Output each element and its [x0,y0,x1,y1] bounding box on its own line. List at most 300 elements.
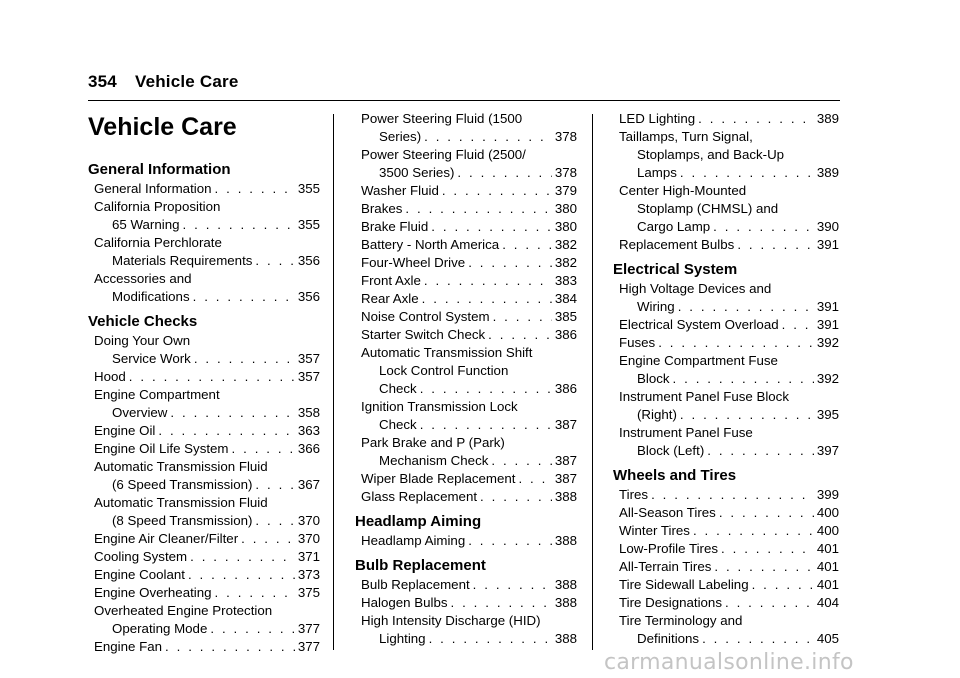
toc-page-number: 391 [816,299,839,314]
dot-leader [473,576,552,594]
toc-entry-title: Engine Coolant [94,567,185,582]
toc-entry-title: Operating Mode [112,621,208,636]
toc-page-number: 378 [554,129,577,144]
watermark: carmanualsonline.info [604,650,854,675]
toc-page-number: 404 [816,595,839,610]
toc-entry[interactable] [613,504,839,522]
toc-page-number: 386 [554,327,577,342]
toc-entry[interactable] [88,270,320,306]
toc-page-number: 355 [297,181,320,196]
toc-entry-line [94,368,320,386]
dot-leader [713,218,814,236]
toc-page-number: 383 [554,273,577,288]
toc-entry-title: Mechanism Check [379,453,489,468]
toc-entry-title: Battery - North America [361,237,500,252]
toc-entry-line [94,638,320,656]
toc-entry-line [94,404,320,422]
toc-page-number: 363 [297,423,320,438]
toc-column-1 [88,108,320,656]
toc-entry-title: Tires [619,487,649,502]
toc-entry[interactable] [88,602,320,638]
toc-entry-line [94,288,320,306]
dot-leader [698,110,814,128]
dot-leader [468,532,552,550]
toc-page-number: 380 [554,219,577,234]
dot-leader [707,442,814,460]
toc-entry-line [619,334,839,352]
toc-entry[interactable] [355,146,577,182]
toc-entry-title: Lighting [379,631,426,646]
toc-entry[interactable] [355,272,577,290]
toc-entry[interactable] [355,488,577,506]
dot-leader [457,164,551,182]
toc-entry[interactable] [613,182,839,236]
toc-page-number: 385 [554,309,577,324]
toc-entry-title: Engine Fan [94,639,163,654]
toc-entry-title: Taillamps, Turn Signal, [619,129,753,144]
dot-leader [431,218,552,236]
toc-entry-title: Block (Left) [637,443,705,458]
toc-entry-title: Instrument Panel Fuse [619,425,753,440]
toc-entry-title: Automatic Transmission Fluid [94,459,268,474]
toc-entry[interactable] [613,522,839,540]
toc-column-1-body [88,160,320,656]
toc-page-number: 392 [816,371,839,386]
dot-leader [170,404,294,422]
toc-entry-title: Wiper Blade Replacement [361,471,516,486]
toc-entry[interactable] [88,234,320,270]
toc-entry[interactable] [355,344,577,398]
toc-page-number: 373 [297,567,320,582]
toc-entry-title: All-Season Tires [619,505,716,520]
toc-entry-line [361,594,577,612]
toc-entry-title: Check [379,381,417,396]
dot-leader [188,566,295,584]
toc-page-number: 388 [554,533,577,548]
toc-entry[interactable] [613,316,839,334]
toc-entry[interactable] [355,308,577,326]
toc-entry-title: General Information [94,181,212,196]
toc-entry-title: Park Brake and P (Park) [361,435,505,450]
toc-entry-title: High Intensity Discharge (HID) [361,613,541,628]
dot-leader [451,594,552,612]
toc-entry-title: Bulb Replacement [361,577,470,592]
toc-page-number: 401 [816,559,839,574]
toc-entry-title: All-Terrain Tires [619,559,712,574]
toc-page-number: 387 [554,453,577,468]
toc-page-number: 375 [297,585,320,600]
toc-entry-title: Electrical System Overload [619,317,779,332]
toc-column-2-body [355,110,577,648]
dot-leader [255,512,294,530]
toc-entry-line [619,504,839,522]
toc-page-number: 384 [554,291,577,306]
dot-leader [721,540,814,558]
toc-entry-title: 3500 Series) [379,165,455,180]
toc-entry[interactable] [613,280,839,316]
toc-entry-title: Ignition Transmission Lock [361,399,518,414]
toc-entry-title: Tire Terminology and [619,613,743,628]
dot-leader [424,128,552,146]
toc-entry-title: Instrument Panel Fuse Block [619,389,789,404]
column-divider-2 [592,114,593,650]
toc-entry-title: Starter Switch Check [361,327,486,342]
toc-entry-title: Stoplamps, and Back-Up [637,147,785,162]
toc-entry-line [94,440,320,458]
toc-entry-title: Tire Sidewall Labeling [619,577,749,592]
toc-entry-line [619,558,839,576]
toc-page-number: 389 [816,111,839,126]
toc-entry-line [94,216,320,234]
toc-entry-line [94,476,320,494]
toc-entry-line [94,180,320,198]
toc-entry-title: Cooling System [94,549,188,564]
toc-entry-line [361,532,577,550]
toc-entry-title: Hood [94,369,126,384]
toc-entry-title: California Proposition [94,199,221,214]
dot-leader [673,370,814,388]
toc-entry[interactable] [613,388,839,424]
toc-entry-title: Automatic Transmission Shift [361,345,533,360]
toc-entry[interactable] [355,236,577,254]
toc-entry[interactable] [355,470,577,488]
toc-entry-title: Service Work [112,351,191,366]
toc-page-number: 405 [816,631,839,646]
toc-entry-line [361,326,577,344]
dot-leader [468,254,552,272]
toc-page-number: 400 [816,505,839,520]
dot-leader [725,594,814,612]
dot-leader [129,368,295,386]
toc-entry-title: Low-Profile Tires [619,541,719,556]
toc-column-3 [613,110,839,648]
dot-leader [737,236,814,254]
toc-entry-line [619,236,839,254]
toc-entry[interactable] [613,612,839,648]
section-heading: Vehicle Checks [88,313,198,330]
toc-page-number: 367 [297,477,320,492]
toc-page-number: 378 [554,165,577,180]
toc-page-number: 356 [297,289,320,304]
running-title: Vehicle Care [134,72,239,91]
toc-entry-title: Cargo Lamp [637,219,711,234]
toc-page-number: 377 [297,639,320,654]
toc-entry[interactable] [355,434,577,470]
dot-leader [493,308,552,326]
page-number: 354 [88,72,117,91]
toc-entry-line [94,422,320,440]
dot-leader [651,486,814,504]
running-header [88,72,239,92]
toc-entry-title: Center High-Mounted [619,183,747,198]
toc-entry[interactable] [613,576,839,594]
toc-entry-title: Glass Replacement [361,489,478,504]
toc-page-number: 386 [554,381,577,396]
toc-entry-title: Brake Fluid [361,219,429,234]
dot-leader [680,406,814,424]
toc-entry-line [619,576,839,594]
toc-column-3-body [613,110,839,648]
toc-entry[interactable] [355,594,577,612]
toc-entry-line [361,488,577,506]
toc-entry-line [361,254,577,272]
toc-entry-line [361,236,577,254]
dot-leader [158,422,294,440]
toc-page-number: 358 [297,405,320,420]
toc-page-number: 392 [816,335,839,350]
toc-page-number: 357 [297,369,320,384]
toc-entry-title: (Right) [637,407,677,422]
dot-leader [491,452,551,470]
toc-entry[interactable] [355,290,577,308]
dot-leader [190,548,295,566]
toc-entry[interactable] [355,254,577,272]
dot-leader [255,476,294,494]
dot-leader [255,252,294,270]
section-heading: Bulb Replacement [355,557,486,574]
dot-leader [165,638,295,656]
toc-entry[interactable] [88,530,320,548]
toc-entry-title: (6 Speed Transmission) [112,477,253,492]
toc-entry[interactable] [613,558,839,576]
toc-entry-title: Block [637,371,670,386]
toc-entry[interactable] [355,532,577,550]
toc-entry[interactable] [88,494,320,530]
toc-entry-title: Engine Compartment Fuse [619,353,778,368]
toc-entry[interactable] [613,352,839,388]
toc-entry[interactable] [88,198,320,234]
toc-entry[interactable] [88,332,320,368]
dot-leader [422,290,552,308]
chapter-title: Vehicle Care [88,113,237,141]
toc-entry-title: Materials Requirements [112,253,253,268]
dot-leader [693,522,814,540]
toc-entry-title: Engine Oil Life System [94,441,229,456]
dot-leader [232,440,295,458]
dot-leader [502,236,552,254]
toc-entry-title: Rear Axle [361,291,419,306]
dot-leader [658,334,814,352]
toc-page-number: 388 [554,631,577,646]
toc-entry-title: Fuses [619,335,656,350]
toc-page-number: 388 [554,595,577,610]
toc-entry-line [94,584,320,602]
toc-page-number: 391 [816,317,839,332]
toc-entry-title: Front Axle [361,273,421,288]
dot-leader [420,416,552,434]
toc-entry[interactable] [88,638,320,656]
dot-leader [488,326,552,344]
toc-entry[interactable] [355,326,577,344]
toc-entry-line [361,218,577,236]
toc-entry-line [94,548,320,566]
toc-page-number: 382 [554,255,577,270]
toc-page-number: 388 [554,577,577,592]
toc-entry[interactable] [613,128,839,182]
dot-leader [702,630,814,648]
dot-leader [241,530,295,548]
toc-entry-title: Wiring [637,299,675,314]
toc-entry-line [619,540,839,558]
toc-entry-title: 65 Warning [112,217,180,232]
toc-entry-title: Power Steering Fluid (1500 [361,111,523,126]
toc-entry-line [94,252,320,270]
toc-entry-title: Winter Tires [619,523,690,538]
toc-entry-title: Brakes [361,201,403,216]
toc-entry-title: Modifications [112,289,190,304]
toc-page-number: 355 [297,217,320,232]
dot-leader [405,200,551,218]
toc-entry-line [361,630,577,648]
toc-entry-title: Automatic Transmission Fluid [94,495,268,510]
toc-entry[interactable] [355,110,577,146]
toc-entry[interactable] [355,218,577,236]
toc-entry-line [361,308,577,326]
dot-leader [442,182,552,200]
toc-entry-title: Overheated Engine Protection [94,603,273,618]
toc-entry[interactable] [88,566,320,584]
column-divider-1 [333,114,334,650]
toc-entry[interactable] [355,398,577,434]
toc-entry[interactable] [613,334,839,352]
dot-leader [714,558,813,576]
toc-entry-line [361,128,577,146]
toc-entry-title: Overview [112,405,168,420]
dot-leader [678,298,814,316]
dot-leader [782,316,814,334]
toc-entry-line [619,298,839,316]
toc-entry-line [361,470,577,488]
toc-entry-line [619,370,839,388]
toc-entry-line [619,164,839,182]
toc-entry-line [94,620,320,638]
toc-entry-line [619,522,839,540]
toc-entry[interactable] [355,612,577,648]
toc-page-number: 399 [816,487,839,502]
header-rule [88,100,840,101]
toc-entry[interactable] [355,576,577,594]
toc-entry[interactable] [88,368,320,386]
toc-entry-line [619,316,839,334]
toc-entry-title: Headlamp Aiming [361,533,466,548]
toc-page-number: 366 [297,441,320,456]
toc-entry[interactable] [613,110,839,128]
toc-page-number: 356 [297,253,320,268]
toc-page-number: 390 [816,219,839,234]
toc-page-number: 379 [554,183,577,198]
toc-entry-line [94,512,320,530]
dot-leader [429,630,552,648]
toc-entry-line [619,442,839,460]
section-heading: General Information [88,161,231,178]
dot-leader [719,504,814,522]
dot-leader [424,272,552,290]
toc-entry-title: Check [379,417,417,432]
toc-entry-title: Engine Overheating [94,585,212,600]
toc-entry-title: Halogen Bulbs [361,595,448,610]
toc-entry-title: Four-Wheel Drive [361,255,466,270]
dot-leader [183,216,295,234]
toc-entry[interactable] [355,200,577,218]
toc-entry-title: Accessories and [94,271,192,286]
toc-entry-line [361,164,577,182]
toc-entry[interactable] [613,594,839,612]
dot-leader [480,488,552,506]
toc-entry-line [361,416,577,434]
toc-entry-title: Stoplamp (CHMSL) and [637,201,779,216]
toc-entry[interactable] [88,422,320,440]
toc-page-number: 388 [554,489,577,504]
toc-page-number: 370 [297,513,320,528]
section-heading: Headlamp Aiming [355,513,482,530]
toc-entry[interactable] [88,440,320,458]
toc-entry[interactable] [88,386,320,422]
toc-entry-title: Noise Control System [361,309,490,324]
toc-entry[interactable] [613,486,839,504]
toc-entry-line [619,594,839,612]
toc-entry-title: LED Lighting [619,111,696,126]
toc-entry-title: Power Steering Fluid (2500/ [361,147,526,162]
toc-page-number: 397 [816,443,839,458]
toc-entry-line [361,200,577,218]
toc-entry-title: (8 Speed Transmission) [112,513,253,528]
toc-entry[interactable] [88,584,320,602]
toc-page-number: 387 [554,417,577,432]
toc-entry[interactable] [88,180,320,198]
toc-entry-line [94,566,320,584]
toc-page-number: 391 [816,237,839,252]
toc-entry-title: Replacement Bulbs [619,237,735,252]
toc-entry-title: Definitions [637,631,700,646]
dot-leader [752,576,814,594]
dot-leader [193,288,295,306]
section-heading: Electrical System [613,261,738,278]
toc-page-number: 380 [554,201,577,216]
toc-page-number: 370 [297,531,320,546]
toc-entry[interactable] [355,182,577,200]
toc-entry-line [619,110,839,128]
toc-entry[interactable] [88,458,320,494]
toc-entry-line [361,452,577,470]
dot-leader [420,380,552,398]
toc-entry-title: Washer Fluid [361,183,439,198]
section-heading: Wheels and Tires [613,467,737,484]
toc-entry-line [619,406,839,424]
toc-entry-line [361,272,577,290]
toc-page-number: 401 [816,541,839,556]
toc-entry-title: Engine Compartment [94,387,220,402]
dot-leader [194,350,295,368]
toc-entry[interactable] [88,548,320,566]
dot-leader [210,620,294,638]
toc-entry-line [361,380,577,398]
dot-leader [215,584,295,602]
toc-entry-title: California Perchlorate [94,235,222,250]
toc-entry-line [361,182,577,200]
toc-entry[interactable] [613,424,839,460]
toc-entry-line [361,576,577,594]
toc-entry-line [619,486,839,504]
toc-entry-title: Engine Air Cleaner/Filter [94,531,239,546]
toc-entry-line [619,218,839,236]
toc-entry[interactable] [613,540,839,558]
toc-entry-title: Lamps [637,165,677,180]
toc-entry-line [361,290,577,308]
toc-page-number: 401 [816,577,839,592]
toc-entry-title: Engine Oil [94,423,156,438]
toc-entry[interactable] [613,236,839,254]
toc-page-number: 400 [816,523,839,538]
